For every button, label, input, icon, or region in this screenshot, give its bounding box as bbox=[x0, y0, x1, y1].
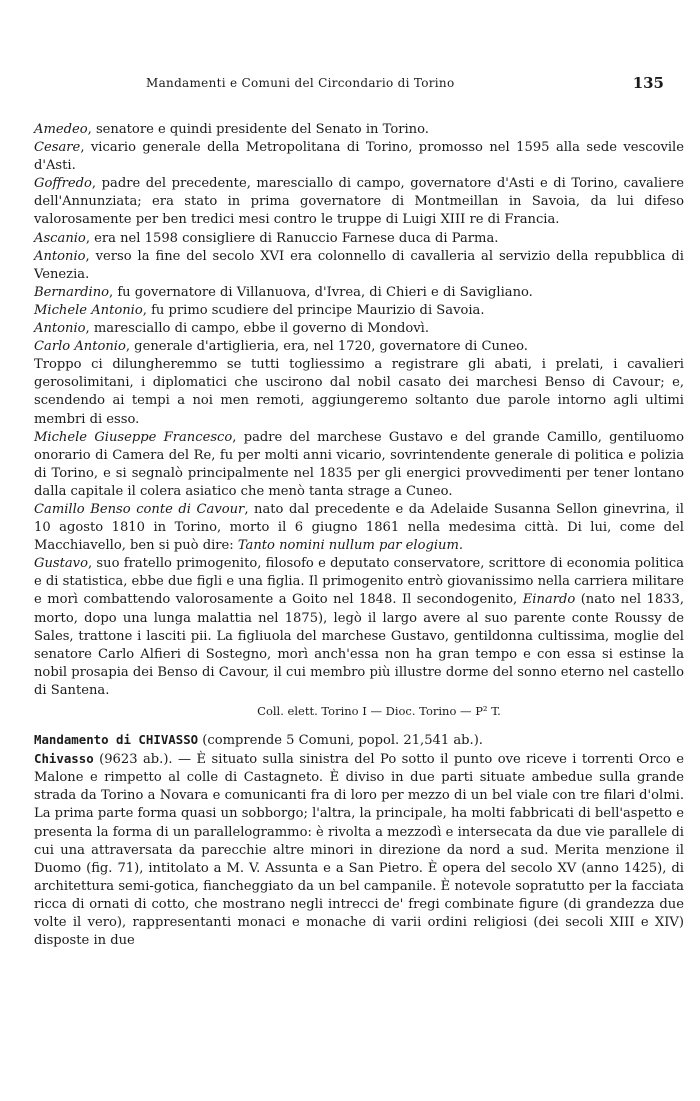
biography-paragraph bbox=[34, 139, 684, 175]
cavour-paragraph bbox=[34, 501, 684, 555]
person-name: Antonio bbox=[34, 248, 86, 264]
mandamento-title: Mandamento di CHIVASSO bbox=[34, 732, 199, 748]
mandamento-heading bbox=[34, 731, 684, 750]
person-name: Gustavo bbox=[34, 556, 88, 572]
section-spacer bbox=[34, 720, 684, 731]
biography-paragraph bbox=[34, 429, 684, 501]
paragraph-text: , padre del precedente, maresciallo di campo, governatore d'Asti e di Torino, cavaliere dell'Annunziata; era stato in prima governatore di Montmeillan in Savoia, da lui difeso valorosamente per ben tredici mesi contro le truppe di Luigi XIII re di Francia. bbox=[34, 176, 684, 228]
person-name: Cesare bbox=[34, 140, 81, 156]
person-name: Goffredo bbox=[34, 176, 92, 192]
running-header bbox=[34, 74, 664, 96]
biography-paragraph bbox=[34, 175, 684, 229]
person-name: Einardo bbox=[522, 592, 576, 608]
chivasso-paragraph bbox=[34, 750, 684, 950]
biography-list bbox=[34, 121, 684, 501]
biography-paragraph bbox=[34, 121, 684, 139]
paragraph-text: , nato dal precedente e da Adelaide Susanna Sellon ginevrina, il 10 agosto 1810 in Torino, morto il 6 giugno 1861 nella medesima città. Di lui, come del Macchiavello, ben si può dire: bbox=[34, 501, 684, 554]
biography-paragraph bbox=[34, 302, 684, 320]
biography-paragraph bbox=[34, 284, 684, 302]
paragraph-text: , senatore e quindi presidente del Senato in Torino. bbox=[87, 122, 429, 137]
latin-quote: Tanto nomini nullum par elogium. bbox=[237, 538, 464, 554]
paragraph-text: , generale d'artiglieria, era, nel 1720, governatore di Cuneo. bbox=[125, 339, 528, 355]
header-title: Mandamenti e Comuni del Circondario di Torino bbox=[146, 76, 455, 90]
paragraph-text: Troppo ci dilungheremmo se tutti togliessimo a registrare gli abati, i prelati, i cavalieri gerosolimitani, i diplomatici che uscirono dal nobil casato dei marchesi Benso di Cavour; e, scendendo ai tempi a noi men remoti, aggiungeremo soltanto due parole intorno agli ultimi membri di esso. bbox=[34, 357, 684, 427]
paragraph-text: , fu primo scudiere del principe Maurizio di Savoia. bbox=[142, 302, 485, 318]
person-name: Camillo Benso conte di Cavour bbox=[34, 501, 245, 517]
college-line: Coll. elett. Torino I — Dioc. Torino — P² T. bbox=[257, 704, 501, 718]
body-text bbox=[34, 121, 684, 950]
paragraph-text: , vicario generale della Metropolitana di Torino, promosso nel 1595 alla sede vescovile d'Asti. bbox=[34, 140, 684, 174]
place-name: Chivasso bbox=[34, 751, 94, 767]
paragraph-text: , era nel 1598 consigliere di Ranuccio Farnese duca di Parma. bbox=[85, 230, 499, 246]
biography-paragraph bbox=[34, 230, 684, 248]
paragraph-text: , padre del marchese Gustavo e del grande Camillo, gentiluomo onorario di Camera del Re, fu per molti anni vicario, sovrintendente generale di politica e polizia di Torino, e si segnalò principalmente nel 1835 per gli energici provvedimenti per tener lontano dalla capitale il colera asiatico che menò tanta strage a Cuneo. bbox=[34, 429, 684, 499]
person-name: Michele Antonio bbox=[34, 302, 143, 318]
biography-paragraph bbox=[34, 320, 684, 338]
biography-paragraph bbox=[34, 338, 684, 356]
person-name: Ascanio bbox=[34, 230, 86, 246]
paragraph-text: , maresciallo di campo, ebbe il governo di Mondovì. bbox=[85, 321, 430, 337]
person-name: Antonio bbox=[34, 321, 86, 337]
mandamento-subtitle: (comprende 5 Comuni, popol. 21,541 ab.). bbox=[198, 733, 483, 749]
biography-paragraph bbox=[34, 356, 684, 428]
person-name: Michele Giuseppe Francesco bbox=[34, 429, 233, 445]
paragraph-text: , suo fratello primogenito, filosofo e deputato conservatore, scrittore di economia politica e di statistica, ebbe due figli e una figlia. Il primogenito entrò giovanissimo nella carriera militare e morì combattendo valorosamente a Goito nel 1848. Il secondogenito, bbox=[34, 556, 684, 608]
paragraph-text: (9623 ab.). — È situato sulla sinistra del Po sotto il punto ove riceve i torrenti Orco e Malone e rimpetto al colle di Castagneto. È diviso in due parti situate ambedue sulla grande strada da Torino a Novara e comunicanti fra di loro per mezzo di un bel viale con tre filari d'olmi. La prima parte forma quasi un sobborgo; l'altra, la principale, ha molti fabbricati di bell'aspetto e presenta la forma di un parallelogrammo: è rivolta a mezzodì e intersecata da due vie parallele di cui una attraversata da parecchie altre minori in direzione da nord a sud. Merita menzione il Duomo (fig. 71), intitolato a M. V. Assunta e a San Pietro. È opera del secolo XV (anno 1425), di architettura semi-gotica, fiancheggiato da un bel campanile. È notevole sopratutto per la facciata ricca di ornati di cotto, che mostrano negli intrecci de' fregi combinate figure (di grandezza due volte il vero), rappresentanti monaci e monache di varii ordini religiosi (dei secoli XIII e XIV) disposte in due bbox=[34, 752, 684, 949]
paragraph-text: , verso la fine del secolo XVI era colonnello di cavalleria al servizio della repubblica di Venezia. bbox=[34, 248, 684, 282]
paragraph-text: (nato nel 1833, morto, dopo una lunga malattia nel 1875), legò il largo avere al suo parente conte Roussy de Sales, trattone i lasciti pii. La figliuola del marchese Gustavo, gentildonna cultissima, moglie del senatore Carlo Alfieri di Sostegno, morì anch'essa non ha gran tempo e con essa si estinse la nobil prosapia dei Benso di Cavour, il cui membro più illustre dorme del sonno eterno nel castello di Santena. bbox=[34, 592, 684, 698]
biography-paragraph bbox=[34, 248, 684, 284]
gustavo-paragraph bbox=[34, 555, 684, 700]
person-name: Carlo Antonio bbox=[34, 339, 126, 355]
person-name: Amedeo bbox=[34, 122, 88, 137]
person-name: Bernardino bbox=[34, 284, 110, 300]
paragraph-text: , fu governatore di Villanuova, d'Ivrea, di Chieri e di Savigliano. bbox=[109, 284, 533, 300]
page-number: 135 bbox=[632, 74, 664, 92]
